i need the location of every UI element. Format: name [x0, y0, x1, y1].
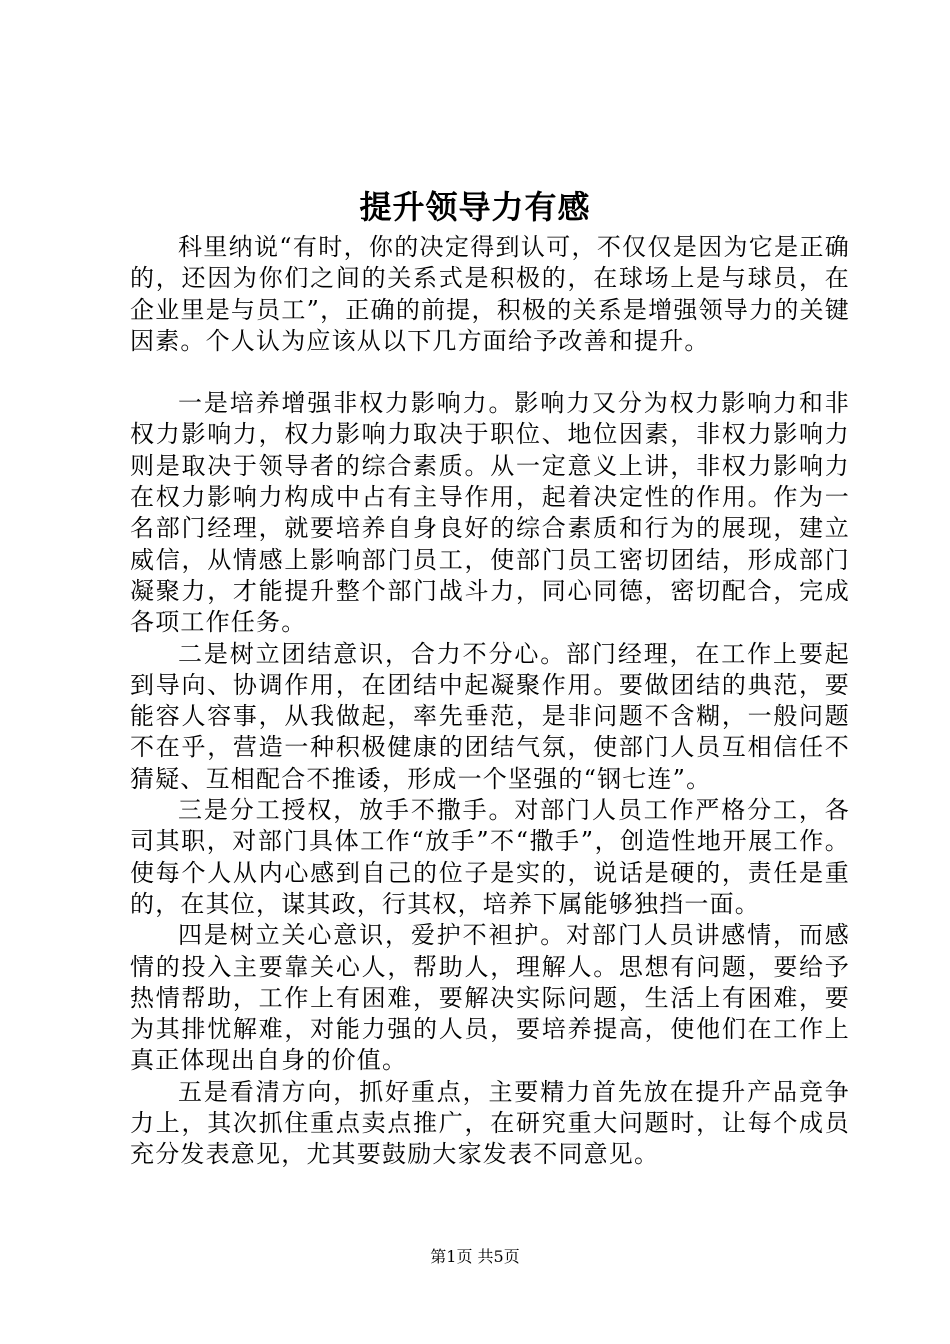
document-title: 提升领导力有感 [359, 188, 591, 226]
paragraph-point-2: 二是树立团结意识，合力不分心。部门经理，在工作上要起到导向、协调作用，在团结中起凝聚作用。要做团结的典范，要能容人容事，从我做起，率先垂范，是非问题不含糊，一般问题不在乎，营造一种积极健康的团结气氛，使部门人员互相信任不猜疑、互相配合不推诿，形成一个坚强的“钢七连”。 [130, 639, 850, 793]
paragraph-intro: 科里纳说“有时，你的决定得到认可，不仅仅是因为它是正确的，还因为你们之间的关系式是积极的，在球场上是与球员，在企业里是与员工”，正确的前提，积极的关系是增强领导力的关键因素。个人认为应该从以下几方面给予改善和提升。 [130, 233, 850, 355]
document-body [130, 232, 850, 1171]
paragraph-point-1: 一是培养增强非权力影响力。影响力又分为权力影响力和非权力影响力，权力影响力取决于职位、地位因素，非权力影响力则是取决于领导者的综合素质。从一定意义上讲，非权力影响力在权力影响力构成中占有主导作用，起着决定性的作用。作为一名部门经理，就要培养自身良好的综合素质和行为的展现，建立威信，从情感上影响部门员工，使部门员工密切团结，形成部门凝聚力，才能提升整个部门战斗力，同心同德，密切配合，完成各项工作任务。 [130, 389, 850, 637]
paragraph-point-3: 三是分工授权，放手不撒手。对部门人员工作严格分工，各司其职，对部门具体工作“放手”不“撒手”，创造性地开展工作。使每个人从内心感到自己的位子是实的，说话是硬的，责任是重的，在其位，谋其政，行其权，培养下属能够独挡一面。 [130, 796, 850, 918]
page-footer: 第1页 共5页 [430, 1247, 520, 1266]
paragraph-point-5: 五是看清方向，抓好重点，主要精力首先放在提升产品竞争力上，其次抓住重点卖点推广，在研究重大问题时，让每个成员充分发表意见，尤其要鼓励大家发表不同意见。 [130, 1077, 850, 1169]
paragraph-point-4: 四是树立关心意识，爱护不袒护。对部门人员讲感情，而感情的投入主要靠关心人，帮助人，理解人。思想有问题，要给予热情帮助，工作上有困难，要解决实际问题，生活上有困难，要为其排忧解难，对能力强的人员，要培养提高，使他们在工作上真正体现出自身的价值。 [130, 921, 850, 1075]
